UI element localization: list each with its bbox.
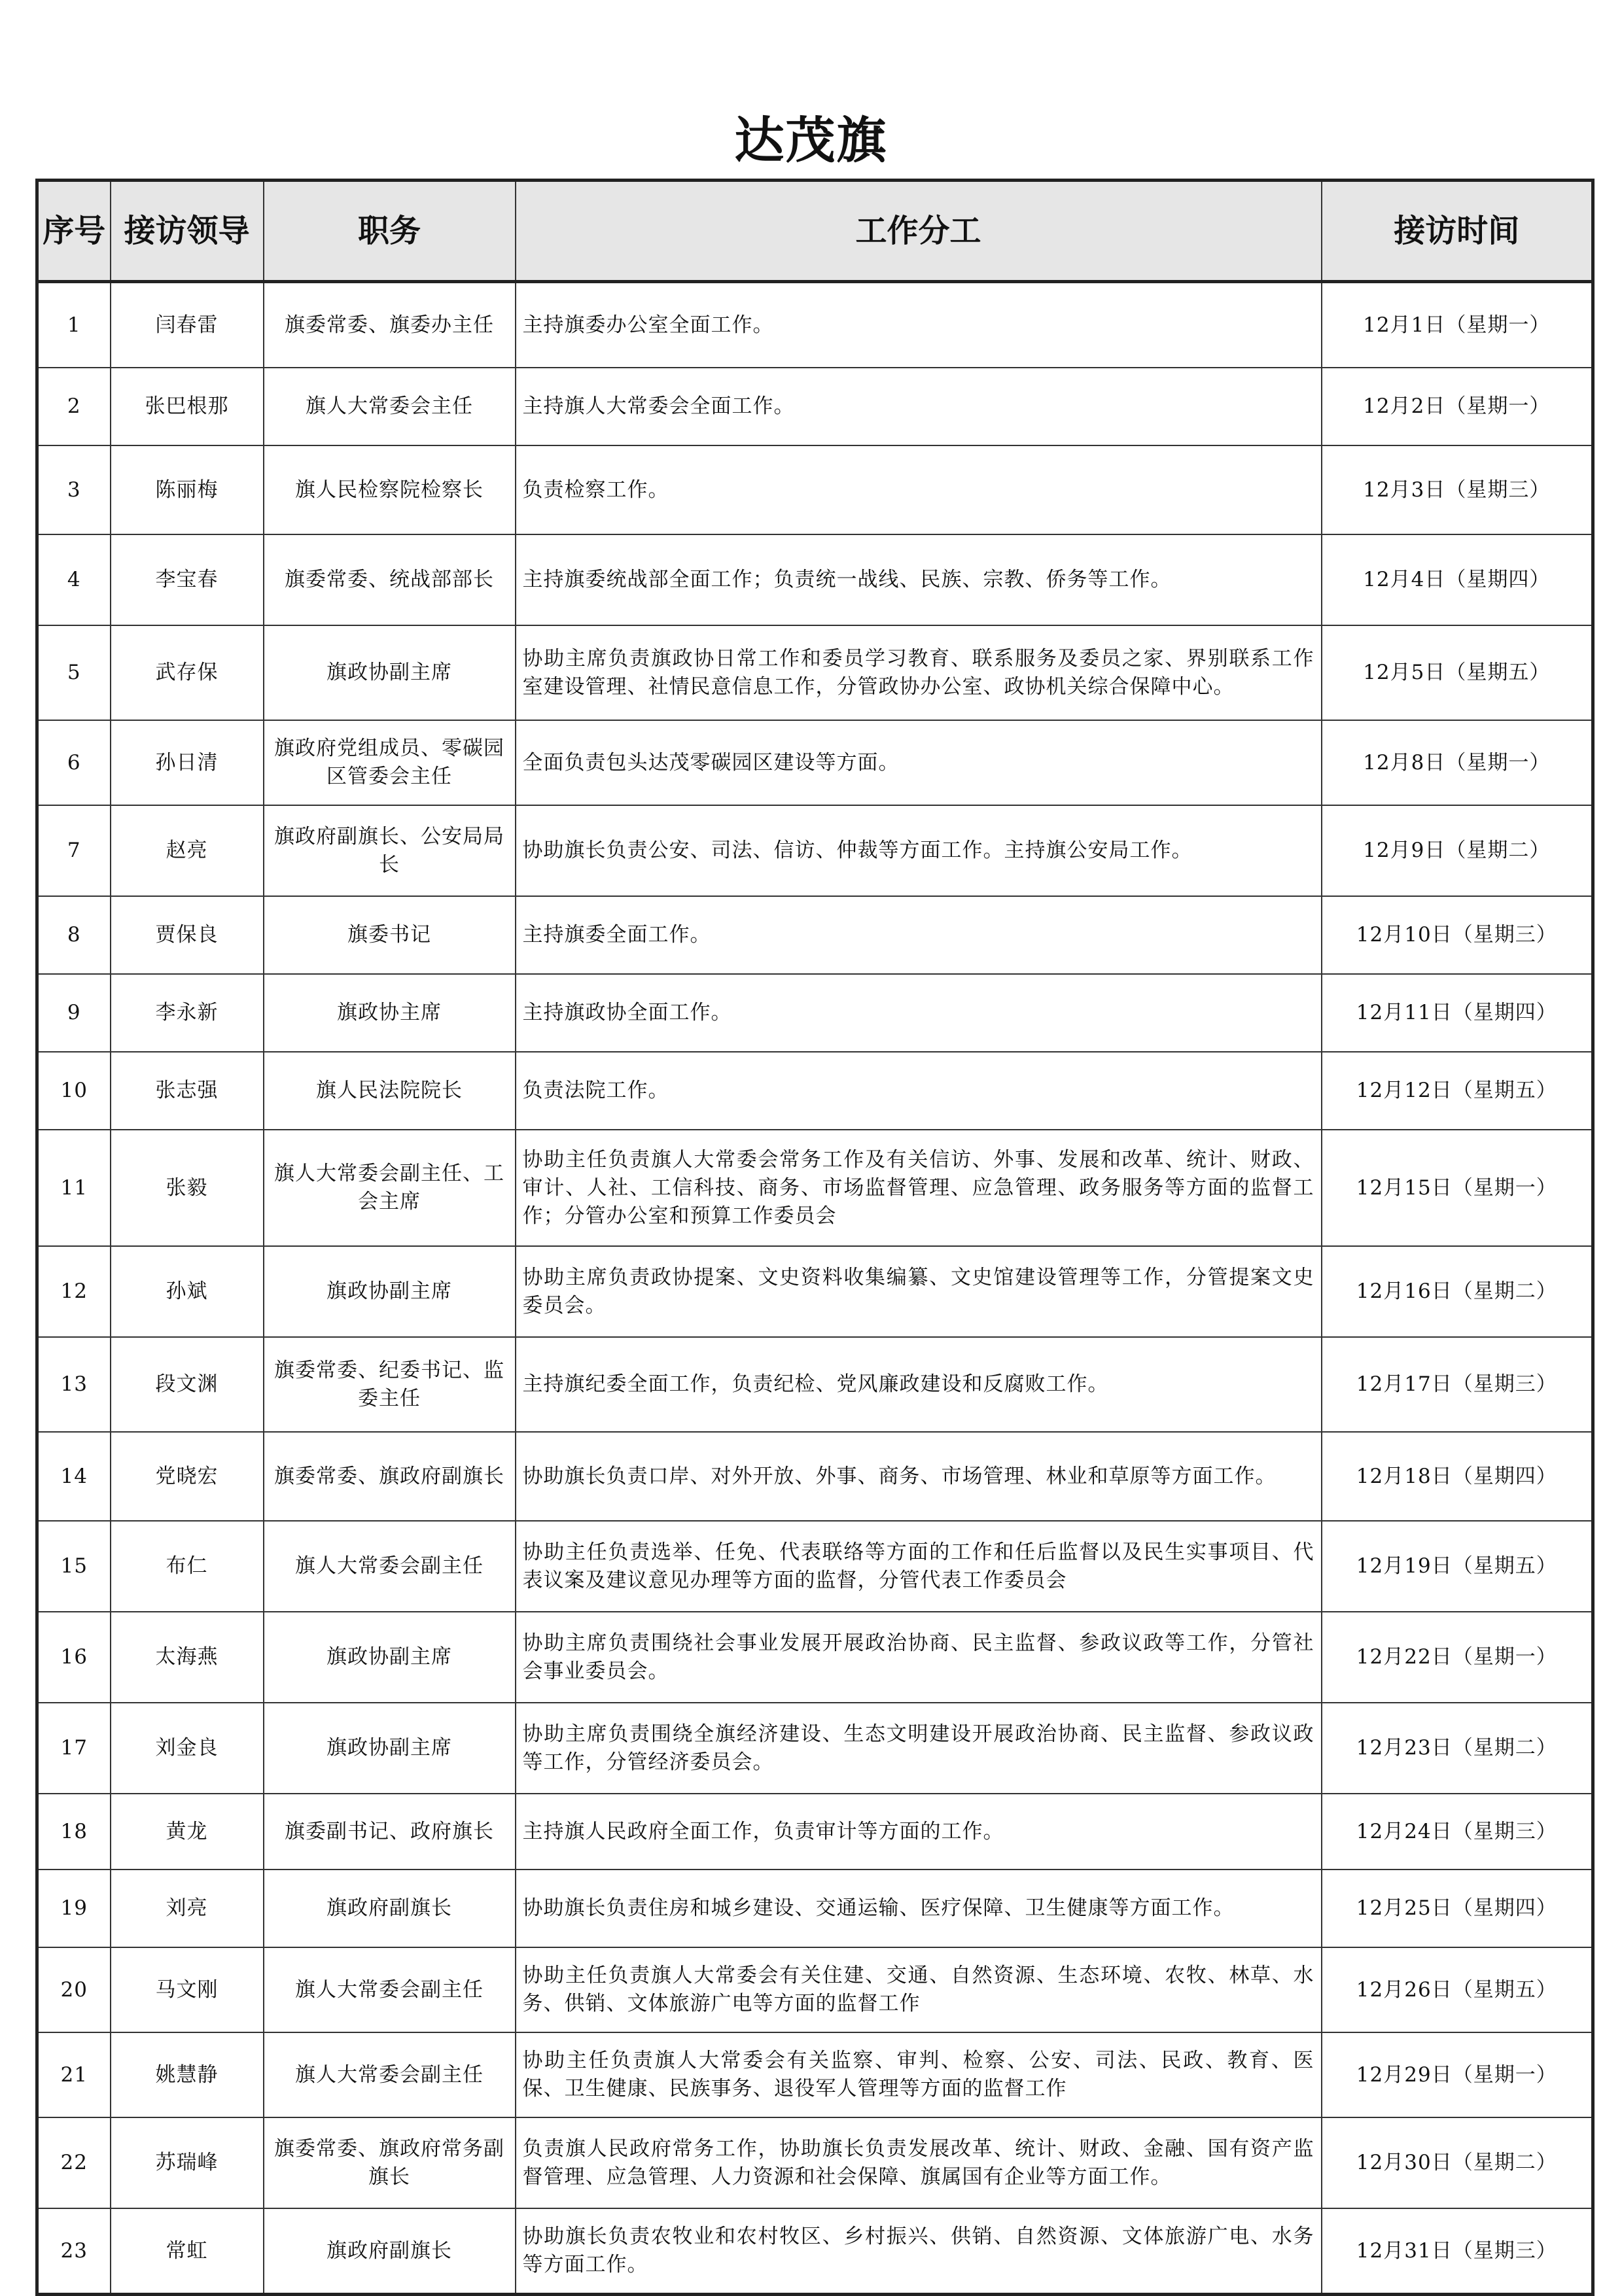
leader-name: 常虹 [111, 2208, 264, 2295]
reception-date: 12月22日（星期一） [1322, 1612, 1593, 1703]
leader-position: 旗人大常委会副主任、工会主席 [264, 1130, 516, 1246]
reception-date: 12月24日（星期三） [1322, 1794, 1593, 1870]
work-division: 主持旗委全面工作。 [516, 896, 1322, 974]
table-row [37, 1130, 1593, 1246]
table-header-row [37, 181, 1593, 282]
leader-name: 孙斌 [111, 1246, 264, 1337]
reception-date: 12月30日（星期二） [1322, 2117, 1593, 2208]
reception-date: 12月1日（星期一） [1322, 282, 1593, 368]
reception-date: 12月31日（星期三） [1322, 2208, 1593, 2295]
reception-date: 12月2日（星期一） [1322, 368, 1593, 445]
row-number: 21 [37, 2032, 111, 2117]
work-division: 全面负责包头达茂零碳园区建设等方面。 [516, 720, 1322, 805]
table-row [37, 720, 1593, 805]
document-title: 达茂旗 [734, 111, 888, 169]
work-division: 协助旗长负责农牧业和农村牧区、乡村振兴、供销、自然资源、文体旅游广电、水务等方面工作。 [516, 2208, 1322, 2295]
leader-name: 张志强 [111, 1052, 264, 1130]
leader-position: 旗人大常委会主任 [264, 368, 516, 445]
leader-name: 张毅 [111, 1130, 264, 1246]
reception-date: 12月23日（星期二） [1322, 1703, 1593, 1794]
table-row [37, 1870, 1593, 1947]
row-number: 9 [37, 974, 111, 1052]
table-row [37, 534, 1593, 625]
reception-date: 12月15日（星期一） [1322, 1130, 1593, 1246]
table-row [37, 896, 1593, 974]
table-row [37, 1794, 1593, 1870]
table-row [37, 2208, 1593, 2295]
table-row [37, 1703, 1593, 1794]
table-row [37, 445, 1593, 534]
leader-name: 马文刚 [111, 1947, 264, 2032]
header-reception-leader: 接访领导 [111, 181, 264, 282]
table-row [37, 974, 1593, 1052]
table-row [37, 1521, 1593, 1612]
table-row [37, 282, 1593, 368]
reception-date: 12月25日（星期四） [1322, 1870, 1593, 1947]
row-number: 14 [37, 1432, 111, 1521]
work-division: 协助主任负责旗人大常委会有关住建、交通、自然资源、生态环境、农牧、林草、水务、供销、文体旅游广电等方面的监督工作 [516, 1947, 1322, 2032]
leader-position: 旗人民法院院长 [264, 1052, 516, 1130]
row-number: 16 [37, 1612, 111, 1703]
table-row [37, 805, 1593, 896]
table-row [37, 2032, 1593, 2117]
row-number: 17 [37, 1703, 111, 1794]
leader-name: 李永新 [111, 974, 264, 1052]
row-number: 8 [37, 896, 111, 974]
leader-position: 旗人民检察院检察长 [264, 445, 516, 534]
leader-position: 旗人大常委会副主任 [264, 2032, 516, 2117]
row-number: 13 [37, 1337, 111, 1432]
table-row [37, 1612, 1593, 1703]
leader-name: 李宝春 [111, 534, 264, 625]
work-division: 协助旗长负责口岸、对外开放、外事、商务、市场管理、林业和草原等方面工作。 [516, 1432, 1322, 1521]
leader-position: 旗政府副旗长 [264, 2208, 516, 2295]
table-row [37, 1432, 1593, 1521]
leader-position: 旗委常委、旗政府常务副旗长 [264, 2117, 516, 2208]
table-row [37, 1246, 1593, 1337]
table-row [37, 625, 1593, 720]
row-number: 6 [37, 720, 111, 805]
leader-position: 旗委书记 [264, 896, 516, 974]
table-row [37, 2117, 1593, 2208]
row-number: 10 [37, 1052, 111, 1130]
reception-date: 12月4日（星期四） [1322, 534, 1593, 625]
leader-name: 赵亮 [111, 805, 264, 896]
leader-position: 旗政协副主席 [264, 1246, 516, 1337]
reception-date: 12月8日（星期一） [1322, 720, 1593, 805]
row-number: 19 [37, 1870, 111, 1947]
leader-position: 旗政协副主席 [264, 1612, 516, 1703]
leader-position: 旗政协主席 [264, 974, 516, 1052]
table-row [37, 1337, 1593, 1432]
work-division: 协助旗长负责公安、司法、信访、仲裁等方面工作。主持旗公安局工作。 [516, 805, 1322, 896]
leader-name: 党晓宏 [111, 1432, 264, 1521]
row-number: 3 [37, 445, 111, 534]
work-division: 主持旗委办公室全面工作。 [516, 282, 1322, 368]
work-division: 协助主席负责围绕全旗经济建设、生态文明建设开展政治协商、民主监督、参政议政等工作，分管经济委员会。 [516, 1703, 1322, 1794]
leader-name: 贾保良 [111, 896, 264, 974]
leader-name: 太海燕 [111, 1612, 264, 1703]
row-number: 11 [37, 1130, 111, 1246]
leader-name: 刘金良 [111, 1703, 264, 1794]
reception-date: 12月26日（星期五） [1322, 1947, 1593, 2032]
work-division: 主持旗政协全面工作。 [516, 974, 1322, 1052]
reception-date: 12月19日（星期五） [1322, 1521, 1593, 1612]
header-reception-time: 接访时间 [1322, 181, 1593, 282]
row-number: 1 [37, 282, 111, 368]
reception-date: 12月29日（星期一） [1322, 2032, 1593, 2117]
table-row [37, 1052, 1593, 1130]
leader-position: 旗委常委、旗政府副旗长 [264, 1432, 516, 1521]
work-division: 主持旗人民政府全面工作，负责审计等方面的工作。 [516, 1794, 1322, 1870]
row-number: 5 [37, 625, 111, 720]
work-division: 协助主任负责旗人大常委会有关监察、审判、检察、公安、司法、民政、教育、医保、卫生健康、民族事务、退役军人管理等方面的监督工作 [516, 2032, 1322, 2117]
leader-position: 旗政协副主席 [264, 1703, 516, 1794]
leader-position: 旗政府党组成员、零碳园区管委会主任 [264, 720, 516, 805]
row-number: 2 [37, 368, 111, 445]
leader-name: 武存保 [111, 625, 264, 720]
table-row [37, 1947, 1593, 2032]
leader-name: 闫春雷 [111, 282, 264, 368]
leader-position: 旗委常委、旗委办主任 [264, 282, 516, 368]
row-number: 7 [37, 805, 111, 896]
work-division: 负责法院工作。 [516, 1052, 1322, 1130]
reception-date: 12月12日（星期五） [1322, 1052, 1593, 1130]
leader-name: 段文渊 [111, 1337, 264, 1432]
leader-name: 张巴根那 [111, 368, 264, 445]
leader-name: 陈丽梅 [111, 445, 264, 534]
leader-position: 旗政府副旗长 [264, 1870, 516, 1947]
row-number: 4 [37, 534, 111, 625]
reception-date: 12月5日（星期五） [1322, 625, 1593, 720]
reception-date: 12月17日（星期三） [1322, 1337, 1593, 1432]
leader-name: 刘亮 [111, 1870, 264, 1947]
work-division: 协助主席负责政协提案、文史资料收集编纂、文史馆建设管理等工作，分管提案文史委员会。 [516, 1246, 1322, 1337]
reception-schedule-table [35, 179, 1595, 2296]
work-division: 协助旗长负责住房和城乡建设、交通运输、医疗保障、卫生健康等方面工作。 [516, 1870, 1322, 1947]
header-work-division: 工作分工 [516, 181, 1322, 282]
row-number: 20 [37, 1947, 111, 2032]
leader-position: 旗人大常委会副主任 [264, 1947, 516, 2032]
row-number: 18 [37, 1794, 111, 1870]
leader-name: 姚慧静 [111, 2032, 264, 2117]
reception-date: 12月10日（星期三） [1322, 896, 1593, 974]
leader-position: 旗委副书记、政府旗长 [264, 1794, 516, 1870]
work-division: 协助主任负责旗人大常委会常务工作及有关信访、外事、发展和改革、统计、财政、审计、人社、工信科技、商务、市场监督管理、应急管理、政务服务等方面的监督工作；分管办公室和预算工作委员会 [516, 1130, 1322, 1246]
leader-position: 旗政协副主席 [264, 625, 516, 720]
leader-position: 旗委常委、统战部部长 [264, 534, 516, 625]
work-division: 协助主任负责选举、任免、代表联络等方面的工作和任后监督以及民生实事项目、代表议案及建议意见办理等方面的监督，分管代表工作委员会 [516, 1521, 1322, 1612]
row-number: 23 [37, 2208, 111, 2295]
work-division: 协助主席负责旗政协日常工作和委员学习教育、联系服务及委员之家、界别联系工作室建设管理、社情民意信息工作，分管政协办公室、政协机关综合保障中心。 [516, 625, 1322, 720]
row-number: 12 [37, 1246, 111, 1337]
header-position: 职务 [264, 181, 516, 282]
leader-position: 旗人大常委会副主任 [264, 1521, 516, 1612]
reception-date: 12月16日（星期二） [1322, 1246, 1593, 1337]
work-division: 协助主席负责围绕社会事业发展开展政治协商、民主监督、参政议政等工作，分管社会事业委员会。 [516, 1612, 1322, 1703]
work-division: 主持旗纪委全面工作，负责纪检、党风廉政建设和反腐败工作。 [516, 1337, 1322, 1432]
leader-name: 布仁 [111, 1521, 264, 1612]
reception-date: 12月3日（星期三） [1322, 445, 1593, 534]
reception-date: 12月9日（星期二） [1322, 805, 1593, 896]
leader-position: 旗委常委、纪委书记、监委主任 [264, 1337, 516, 1432]
row-number: 15 [37, 1521, 111, 1612]
leader-name: 黄龙 [111, 1794, 264, 1870]
work-division: 负责旗人民政府常务工作，协助旗长负责发展改革、统计、财政、金融、国有资产监督管理、应急管理、人力资源和社会保障、旗属国有企业等方面工作。 [516, 2117, 1322, 2208]
work-division: 负责检察工作。 [516, 445, 1322, 534]
reception-date: 12月11日（星期四） [1322, 974, 1593, 1052]
row-number: 22 [37, 2117, 111, 2208]
leader-position: 旗政府副旗长、公安局局长 [264, 805, 516, 896]
header-serial-number: 序号 [37, 181, 111, 282]
leader-name: 苏瑞峰 [111, 2117, 264, 2208]
work-division: 主持旗委统战部全面工作；负责统一战线、民族、宗教、侨务等工作。 [516, 534, 1322, 625]
work-division: 主持旗人大常委会全面工作。 [516, 368, 1322, 445]
table-row [37, 368, 1593, 445]
leader-name: 孙日清 [111, 720, 264, 805]
reception-date: 12月18日（星期四） [1322, 1432, 1593, 1521]
